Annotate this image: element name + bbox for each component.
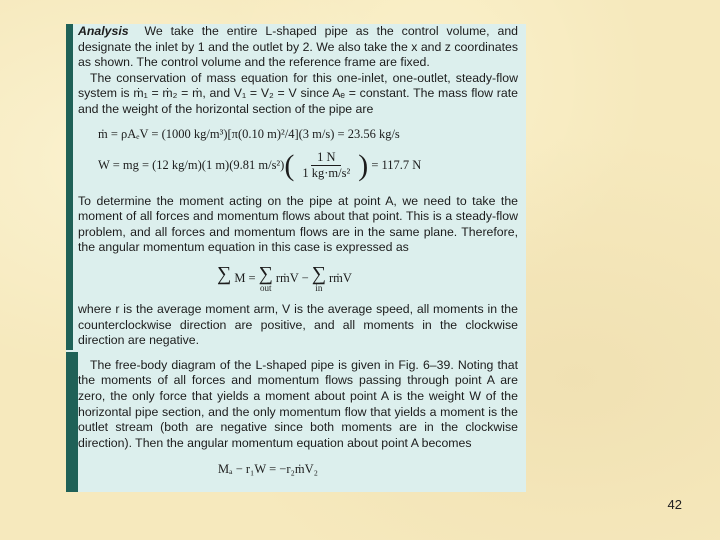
equation-weight [78,144,518,188]
sum-symbol-out: ∑ out [258,263,273,294]
page-number: 42 [667,497,682,512]
equation-weight-rhs: = 117.7 N [371,157,422,172]
equation-angular-momentum [78,256,518,302]
accent-bar-top [66,24,73,350]
paragraph-2: The conservation of mass equation for this one-inlet, one-outlet, steady-flow system is ṁ₁ = ṁ₂ = ṁ, and V₁ = V₂ = V since Aₑ = constant. The mass flow rate and the weight of the horizontal section of the pipe are [78,70,518,116]
equation-in-term: rṁV [329,271,352,286]
paragraph-5: The free-body diagram of the L-shaped pipe is given in Fig. 6–39. Noting that the moments of all forces and momentum flows passing through point A are zero, the only force that yields a moment about point A is the weight W of the horizontal pipe section, and the only momentum flow that yields a moment is the outlet stream (both are negative since both moments are in the clockwise direction). Then the angular momentum equation about point A becomes [78,357,518,450]
equation-final-moment: Mₐ − r₁W = −r₂ṁV₂ [218,462,318,477]
subscript-out: out [259,283,272,294]
paragraph-1: We take the entire L-shaped pipe as the control volume, and designate the inlet by 1 and the outlet by 2. We also take the x and z coordinates as shown. The control volume and the reference frame are fixed. [78,24,518,70]
equation-moment-term: M = [234,271,256,286]
right-paren: ) [358,148,369,182]
paragraph-3: To determine the moment acting on the pipe at point A, we need to take the moment of all forces and momentum flows about that point. This is a steady-flow problem, and all forces and momentum flows are in the same plane. Therefore, the angular momentum equation in this case is expressed as [78,193,518,255]
left-paren: ( [284,148,295,182]
fraction-numerator: 1 N [311,150,341,166]
unit-conversion-fraction [296,150,356,181]
sum-symbol-forces: ∑ [217,263,232,286]
equation-out-term: rṁV − [275,271,309,286]
fraction-denominator: 1 kg·m/s² [302,166,351,181]
equation-mass-flow: ṁ = ρAₑV = (1000 kg/m³)[π(0.10 m)²/4](3 m/s) = 23.56 kg/s [98,126,400,141]
equation-weight-lhs: W = mg = (12 kg/m)(1 m)(9.81 m/s²) [98,157,285,172]
accent-bar-bottom [66,352,78,492]
analysis-paragraph [78,24,518,71]
sum-symbol-in: ∑ in [311,263,327,294]
paragraph-4: where r is the average moment arm, V is the average speed, all moments in the counterclockwise direction are positive, and all moments in the clockwise direction are negative. [78,301,518,348]
analysis-label: Analysis [78,24,129,38]
excerpt-text [78,24,518,483]
subscript-in: in [315,283,323,294]
